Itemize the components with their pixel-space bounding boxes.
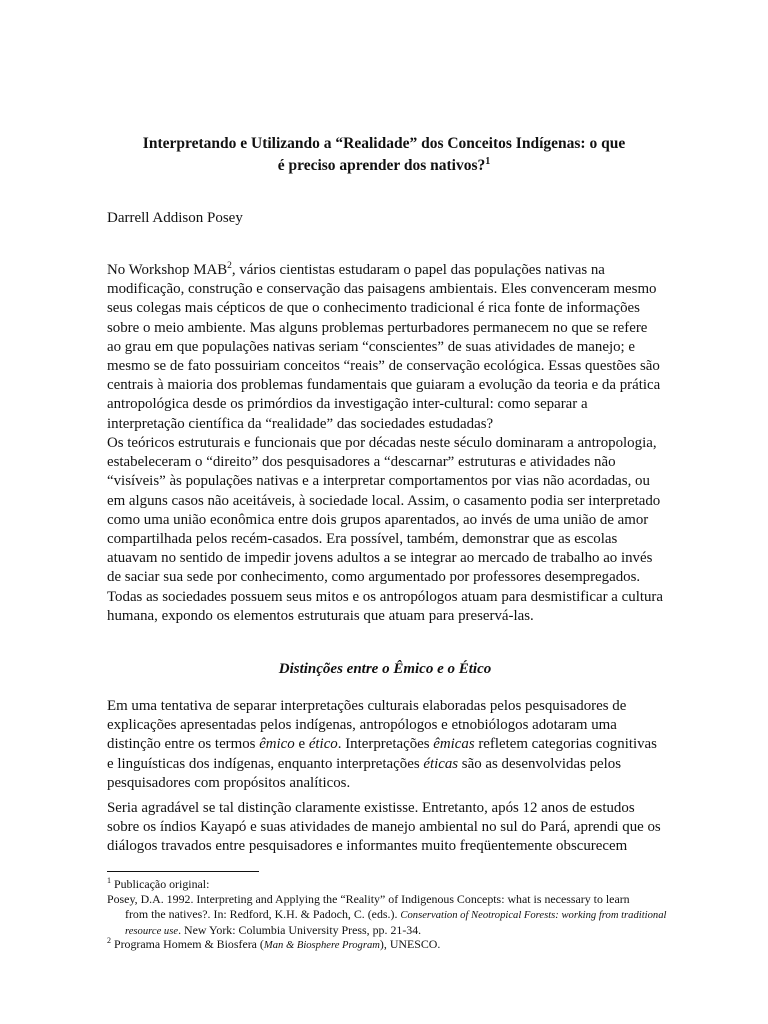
footnote-divider (107, 871, 259, 872)
term-emicas: êmicas (433, 736, 475, 753)
paragraph-2: Os teóricos estruturais e funcionais que por décadas neste século dominaram a antropologia, estabeleceram o “direito” dos pesquisadores a “descarnar” estruturas e atividades não “visíveis” às populações nativas e a interpretar comportamentos por vias não acordadas, ou em alguns casos não aceitáveis, à sociedade local. Assim, o casamento podia ser interpretado como uma união econômica entre dois grupos aparentados, ao invés de uma união de amor compartilhada pelos recém-casados. Era possível, também, demonstrar que as escolas atuavam no sentido de impedir jovens adultos a se integrar ao mercado de trabalho ao invés de saciar sua sede por conhecimento, como argumentado por professores desempregados. Todas as sociedades possuem seus mitos e os antropólogos atuam para desmistificar a cultura humana, expondo os elementos estruturais que atuam para preservá-las. (107, 435, 663, 624)
paragraph-1 (107, 261, 663, 434)
title-line-2: é preciso aprender dos nativos? (277, 157, 486, 174)
paragraph-1-lead: No Workshop MAB (107, 262, 228, 278)
footnote-1-reference-b: from the natives?. In: Redford, K.H. & Padoch, C. (eds.). (125, 907, 401, 921)
footnote-2-marker: 2 (107, 936, 111, 946)
paragraph-3 (107, 697, 663, 793)
footnote-1-reference-c: . New York: Columbia University Press, pp. 21-34. (178, 923, 422, 937)
footnote-marker-2: 2 (227, 261, 232, 272)
footnote-2-text-a: Programa Homem & Biosfera ( (111, 937, 264, 951)
paragraph-3-text-c: . Interpretações (337, 736, 434, 753)
footnote-2-program-name: Man & Biosphere Program (263, 940, 380, 951)
footnote-2 (107, 937, 667, 953)
paragraph-3-text-e: são as desenvolvidas pelos pesquisadores com propósitos analíticos. (107, 755, 622, 791)
paragraph-3-text-d: refletem categorias cognitivas e linguísticas dos indígenas, enquanto interpretações (107, 736, 657, 772)
footnote-1 (107, 877, 667, 939)
document-title (100, 133, 668, 177)
paragraph-4: Seria agradável se tal distinção claramente existisse. Entretanto, após 12 anos de estudos sobre os índios Kayapó e suas atividades de manejo ambiental no sul do Pará, aprendi que os diálogos travados entre pesquisadores e informantes muito freqüentemente obscurecem (107, 800, 661, 855)
paragraph-1-text: , vários cientistas estudaram o papel das populações nativas na modificação, construção e conservação das paisagens ambientais. Eles convenceram mesmo seus colegas mais cépticos de que o conhecimento tradicional é rica fonte de informações sobre o meio ambiente. Mas alguns problemas perturbadores permanecem no que se refere ao grau em que populações nativas seriam “conscientes” de suas atividades de manejo; e mesmo se de fato possuiriam conceitos “reais” de conservação ecológica. Essas questões são centrais à maioria dos problemas fundamentais que guiaram a evolução da teoria e da prática antropológica desde os primórdios da investigação inter-cultural: como separar a interpretação científica da “realidade” das sociedades estudadas? (107, 262, 661, 432)
term-emico: êmico (259, 736, 295, 753)
term-etico: ético (308, 736, 338, 753)
term-eticas: éticas (423, 755, 459, 772)
title-line-1: Interpretando e Utilizando a “Realidade” dos Conceitos Indígenas: o que (142, 135, 626, 152)
paragraph-3-text-a: Em uma tentativa de separar interpretações culturais elaboradas pelos pesquisadores de explicações apresentadas pelos indígenas, antropólogos e etnobiólogos adotaram uma distinção entre os termos (107, 698, 627, 753)
title-footnote-marker: 1 (485, 155, 491, 167)
footnote-2-text-b: ), UNESCO. (379, 937, 441, 951)
author-name: Darrell Addison Posey (107, 210, 243, 226)
paragraph-3-text-b: e (294, 736, 309, 753)
footnote-1-marker: 1 (107, 876, 111, 886)
footnote-1-label: Publicação original: (111, 877, 210, 891)
footnote-1-book-title: Conservation of Neotropical Forests: working from traditional resource use (125, 910, 667, 937)
footnote-1-reference-a: Posey, D.A. 1992. Interpreting and Applying the “Reality” of Indigenous Concepts: what is necessary to learn (107, 892, 630, 906)
section-heading: Distinções entre o Êmico e o Ético (278, 661, 492, 677)
